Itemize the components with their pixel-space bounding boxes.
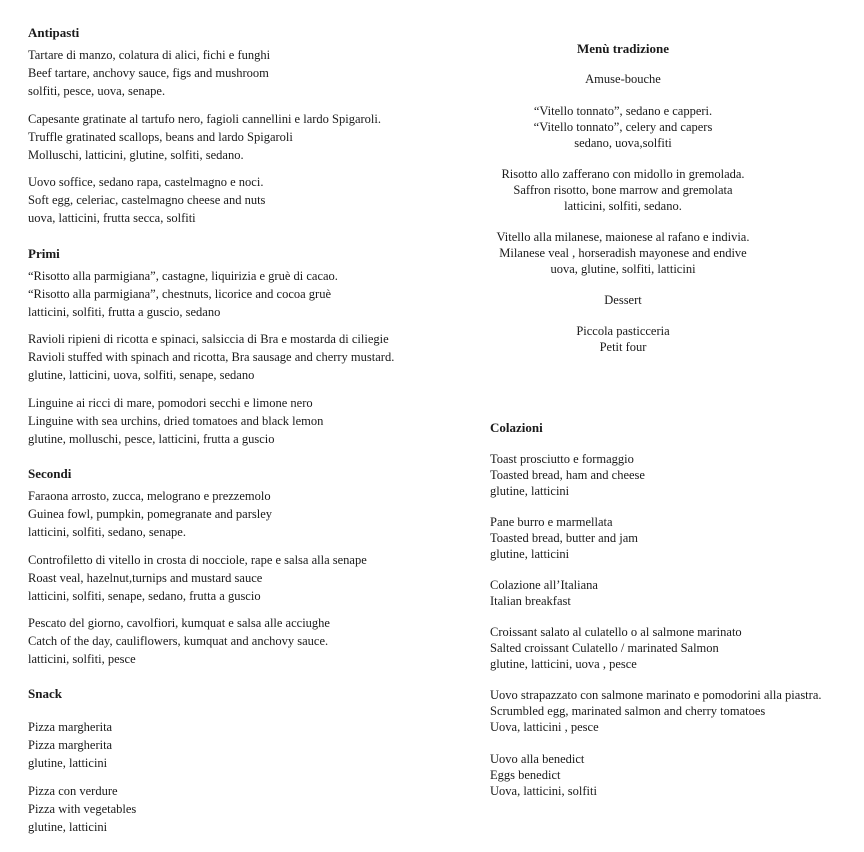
item-name-en: Guinea fowl, pumpkin, pomegranate and parsley	[28, 507, 273, 521]
section-title-secondi: Secondi	[28, 466, 72, 481]
menu-item	[28, 46, 270, 100]
item-name-en: Pizza margherita	[28, 738, 113, 752]
course-vitello-tonnato	[490, 103, 756, 151]
item-name-en: Toasted bread, ham and cheese	[490, 468, 645, 482]
item-allergens: glutine, latticini	[490, 547, 570, 561]
section-title-antipasti: Antipasti	[28, 25, 80, 40]
menu-item	[490, 624, 742, 672]
section-title-primi: Primi	[28, 246, 60, 261]
item-allergens: glutine, latticini, uova, solfiti, senape, sedano	[28, 368, 255, 382]
section-title-tradizione: Menù tradizione	[576, 41, 670, 56]
item-allergens: sedano, uova,solfiti	[574, 136, 672, 150]
item-name-en: “Vitello tonnato”, celery and capers	[533, 120, 713, 134]
course-amuse-bouche: Amuse-bouche	[585, 72, 661, 86]
item-name-it: Risotto allo zafferano con midollo in gremolada.	[501, 167, 745, 181]
item-name-en: Milanese veal , horseradish mayonese and endive	[499, 246, 747, 260]
item-name-it: Colazione all’Italiana	[490, 578, 598, 592]
item-name-it: Piccola pasticceria	[576, 324, 670, 338]
menu-item	[28, 782, 136, 836]
course-dessert: Dessert	[604, 293, 642, 307]
item-name-it: Pescato del giorno, cavolfiori, kumquat e salsa alle acciughe	[28, 616, 330, 630]
course-pasticceria	[490, 323, 756, 355]
item-name-it: Uovo alla benedict	[490, 752, 585, 766]
item-name-en: Scrumbled egg, marinated salmon and cherry tomatoes	[490, 704, 766, 718]
item-name-en: Truffle gratinated scallops, beans and lardo Spigaroli	[28, 130, 293, 144]
item-name-it: Pizza con verdure	[28, 784, 118, 798]
menu-item	[28, 110, 381, 164]
section-title-snack: Snack	[28, 686, 62, 701]
menu-item	[490, 451, 645, 499]
item-name-en: Salted croissant Culatello / marinated Salmon	[490, 641, 719, 655]
item-name-en: Soft egg, celeriac, castelmagno cheese and nuts	[28, 193, 266, 207]
item-allergens: glutine, molluschi, pesce, latticini, frutta a guscio	[28, 432, 275, 446]
menu-item	[28, 267, 338, 321]
menu-item	[28, 718, 112, 772]
item-name-it: Ravioli ripieni di ricotta e spinaci, salsiccia di Bra e mostarda di ciliegie	[28, 332, 389, 346]
item-allergens: latticini, solfiti, pesce	[28, 652, 136, 666]
item-name-it: Pane burro e marmellata	[490, 515, 613, 529]
menu-item	[28, 551, 367, 605]
item-allergens: glutine, latticini	[28, 756, 108, 770]
item-allergens: glutine, latticini	[28, 820, 108, 834]
item-name-en: Saffron risotto, bone marrow and gremolata	[513, 183, 733, 197]
item-name-it: Toast prosciutto e formaggio	[490, 452, 634, 466]
course-milanese	[490, 229, 756, 277]
item-allergens: glutine, latticini	[490, 484, 570, 498]
item-name-en: Petit four	[599, 340, 647, 354]
item-name-it: “Vitello tonnato”, sedano e capperi.	[533, 104, 713, 118]
item-allergens: Uova, latticini, solfiti	[490, 784, 597, 798]
item-name-en: Toasted bread, butter and jam	[490, 531, 639, 545]
item-name-en: Linguine with sea urchins, dried tomatoes and black lemon	[28, 414, 324, 428]
item-name-it: Tartare di manzo, colatura di alici, fichi e funghi	[28, 48, 271, 62]
item-name-en: Beef tartare, anchovy sauce, figs and mushroom	[28, 66, 269, 80]
item-allergens: Uova, latticini , pesce	[490, 720, 599, 734]
item-allergens: Molluschi, latticini, glutine, solfiti, sedano.	[28, 148, 244, 162]
item-allergens: uova, glutine, solfiti, latticini	[550, 262, 696, 276]
item-name-it: Vitello alla milanese, maionese al rafano e indivia.	[496, 230, 750, 244]
item-name-en: Eggs benedict	[490, 768, 561, 782]
item-name-it: “Risotto alla parmigiana”, castagne, liquirizia e gruè di cacao.	[28, 269, 338, 283]
item-name-en: Catch of the day, cauliflowers, kumquat and anchovy sauce.	[28, 634, 329, 648]
section-title-colazioni: Colazioni	[490, 420, 543, 435]
menu-item	[490, 577, 598, 609]
item-name-en: Ravioli stuffed with spinach and ricotta, Bra sausage and cherry mustard.	[28, 350, 395, 364]
item-name-en: “Risotto alla parmigiana”, chestnuts, licorice and cocoa gruè	[28, 287, 332, 301]
item-name-en: Roast veal, hazelnut,turnips and mustard sauce	[28, 571, 263, 585]
menu-item	[490, 514, 638, 562]
item-allergens: glutine, latticini, uova , pesce	[490, 657, 637, 671]
item-allergens: latticini, solfiti, sedano, senape.	[28, 525, 186, 539]
menu-item	[28, 614, 330, 668]
menu-item	[28, 394, 323, 448]
item-allergens: latticini, solfiti, senape, sedano, frutta a guscio	[28, 589, 261, 603]
item-name-it: Uovo strapazzato con salmone marinato e pomodorini alla piastra.	[490, 688, 822, 702]
menu-item	[28, 487, 272, 541]
item-allergens: solfiti, pesce, uova, senape.	[28, 84, 166, 98]
item-name-it: Faraona arrosto, zucca, melograno e prezzemolo	[28, 489, 271, 503]
menu-item	[28, 173, 265, 227]
item-allergens: latticini, solfiti, sedano.	[564, 199, 682, 213]
item-name-it: Capesante gratinate al tartufo nero, fagioli cannellini e lardo Spigaroli.	[28, 112, 381, 126]
item-name-it: Uovo soffice, sedano rapa, castelmagno e noci.	[28, 175, 264, 189]
item-name-it: Controfiletto di vitello in crosta di nocciole, rape e salsa alla senape	[28, 553, 367, 567]
item-name-it: Pizza margherita	[28, 720, 113, 734]
menu-item	[490, 687, 822, 735]
item-allergens: latticini, solfiti, frutta a guscio, sedano	[28, 305, 221, 319]
item-allergens: uova, latticini, frutta secca, solfiti	[28, 211, 196, 225]
item-name-it: Croissant salato al culatello o al salmone marinato	[490, 625, 742, 639]
item-name-en: Italian breakfast	[490, 594, 571, 608]
menu-item	[490, 751, 597, 799]
course-risotto	[490, 166, 756, 214]
item-name-en: Pizza with vegetables	[28, 802, 137, 816]
item-name-it: Linguine ai ricci di mare, pomodori secchi e limone nero	[28, 396, 313, 410]
menu-item	[28, 330, 394, 384]
